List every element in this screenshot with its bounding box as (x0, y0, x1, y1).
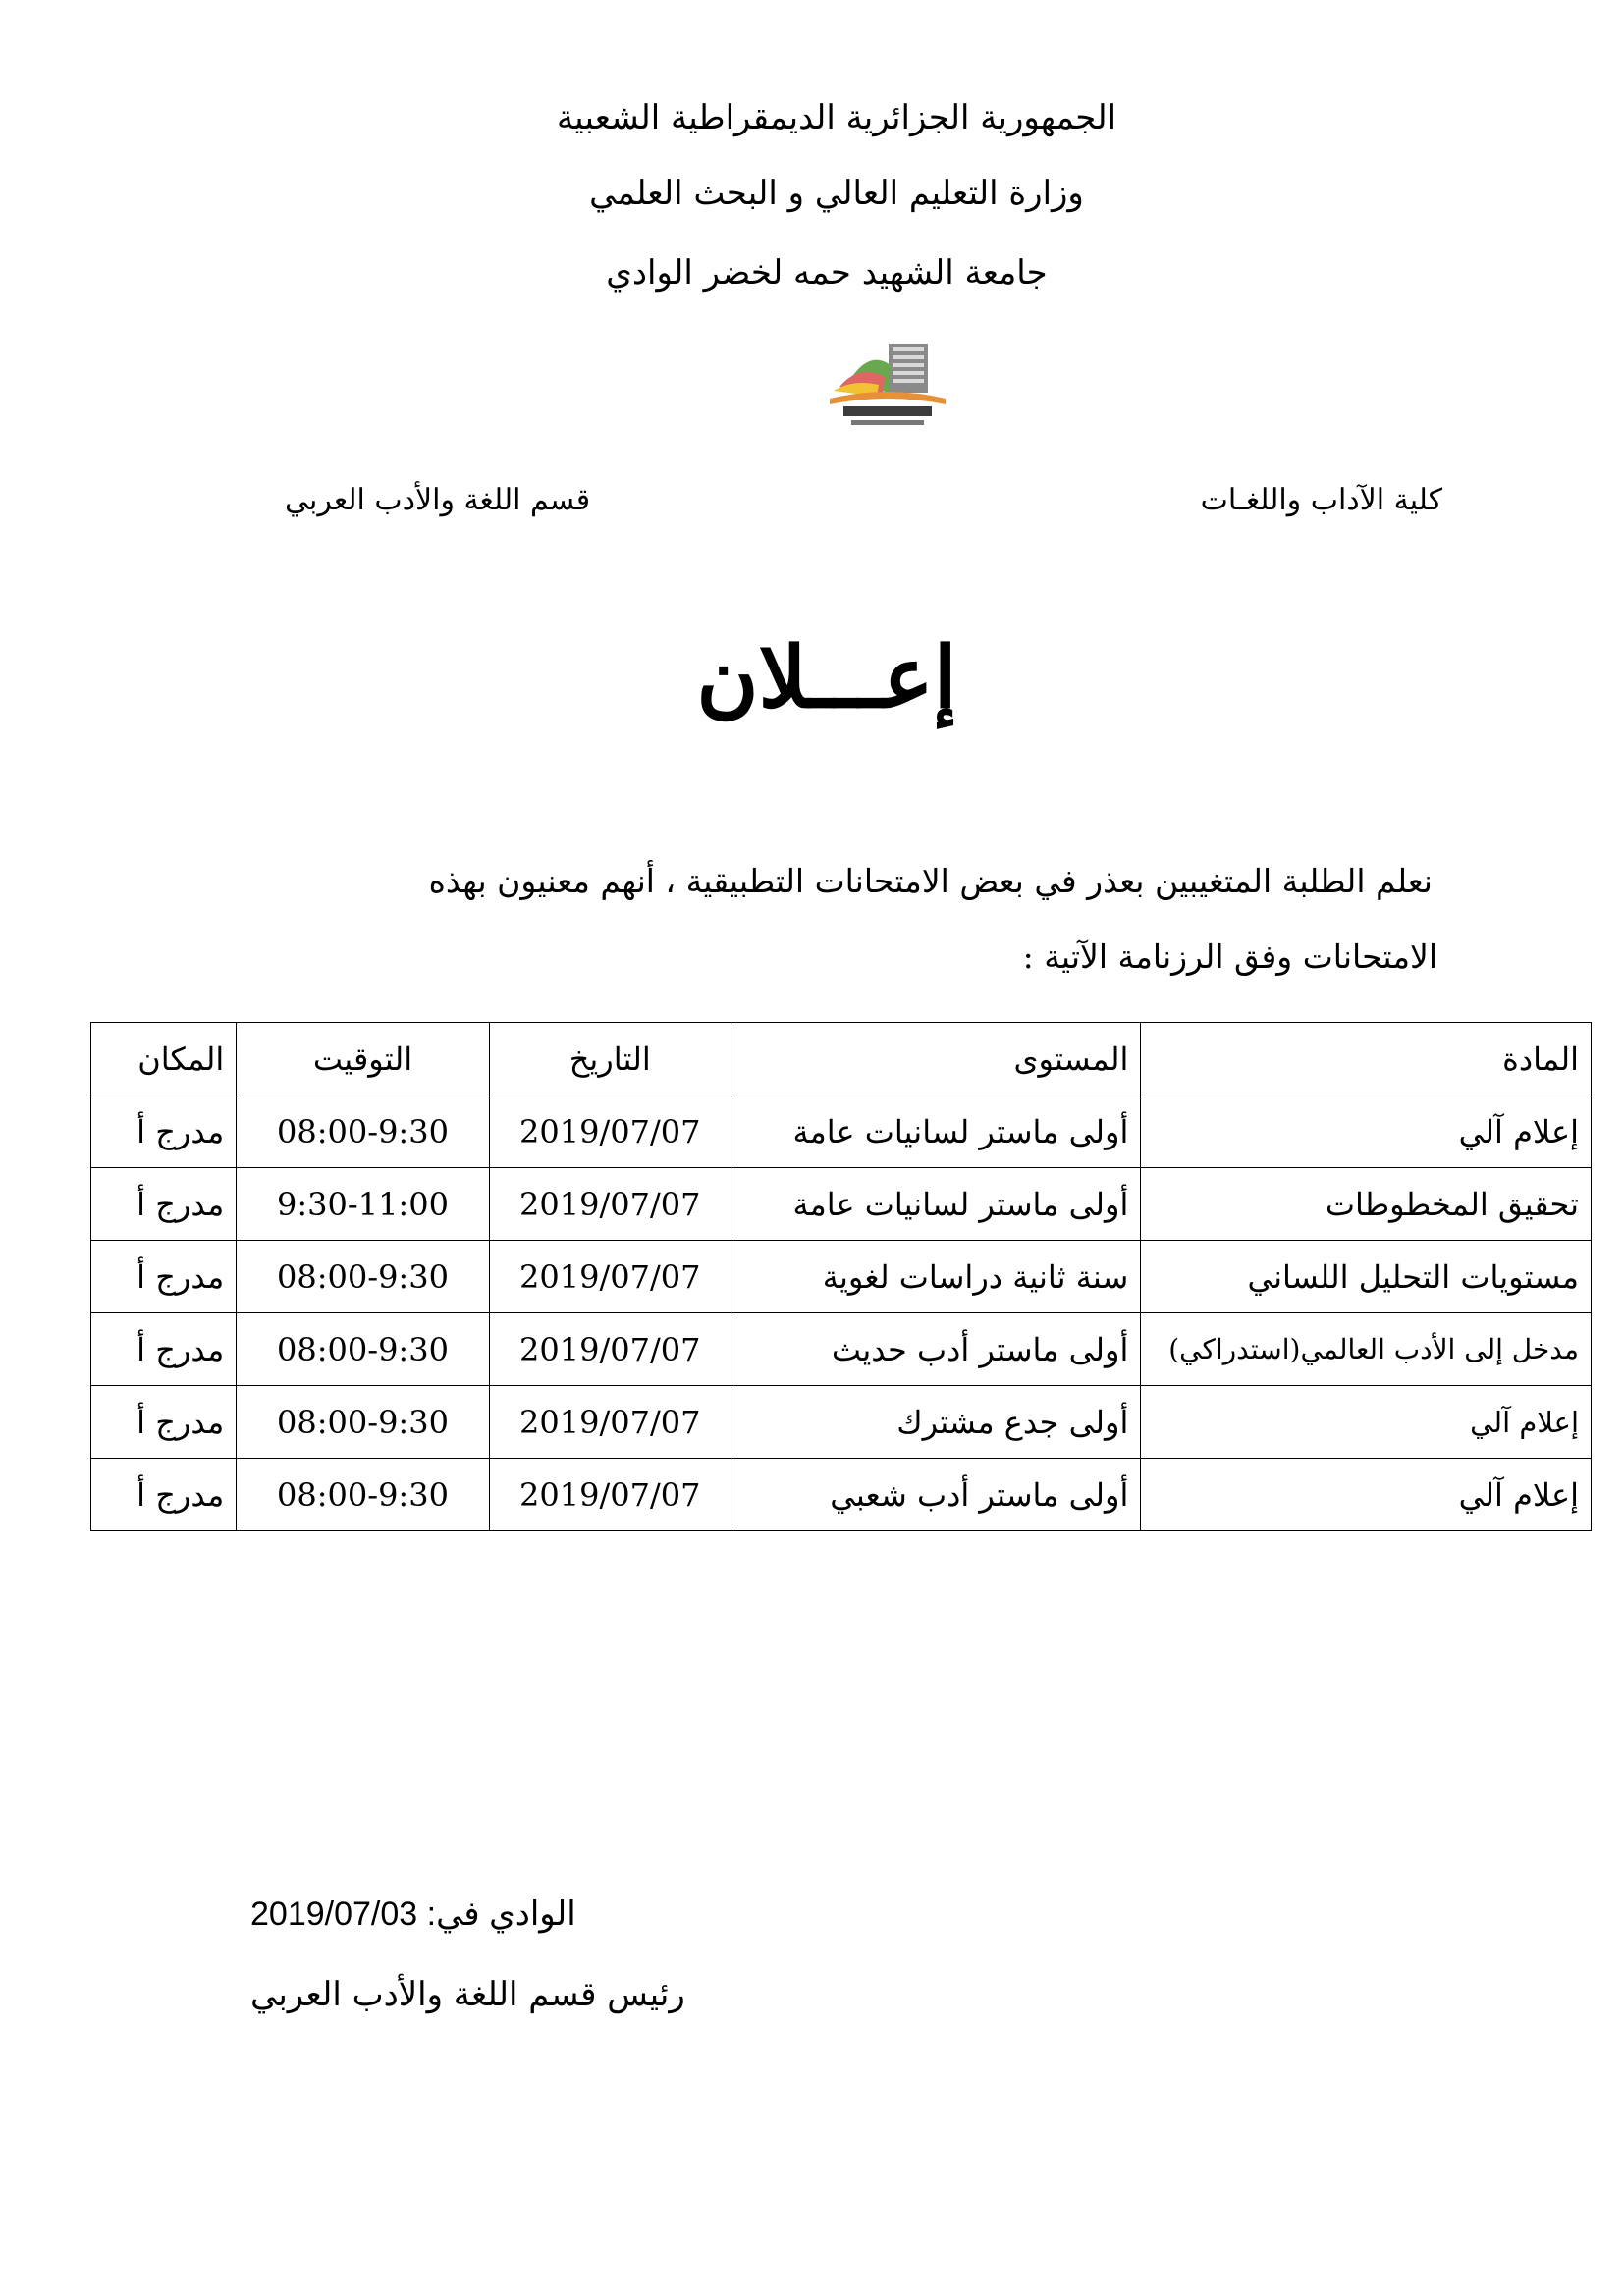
cell-subject: إعلام آلي (1141, 1095, 1592, 1168)
cell-level: أولى ماستر أدب شعبي (731, 1459, 1141, 1531)
cell-place: مدرج أ (91, 1168, 237, 1241)
cell-time: 08:00-9:30 (237, 1386, 489, 1459)
cell-date: 2019/07/07 (489, 1241, 731, 1313)
cell-time: 08:00-9:30 (237, 1313, 489, 1386)
header-university: جامعة الشهيد حمه لخضر الوادي (606, 253, 1048, 293)
table-row (91, 1095, 1592, 1168)
cell-subject: مستويات التحليل اللساني (1141, 1241, 1592, 1313)
cell-level: أولى جدع مشترك (731, 1386, 1141, 1459)
faculty-name: كلية الآداب واللغـات (1200, 483, 1442, 517)
cell-date: 2019/07/07 (489, 1313, 731, 1386)
intro-line-1: نعلم الطلبة المتغيبين بعذر في بعض الامتحانات التطبيقية ، أنهم معنيون بهذه (428, 862, 1433, 900)
header-ministry: وزارة التعليم العالي و البحث العلمي (589, 174, 1084, 213)
cell-place: مدرج أ (91, 1241, 237, 1313)
cell-date: 2019/07/07 (489, 1095, 731, 1168)
table-row (91, 1313, 1592, 1386)
cell-subject: مدخل إلى الأدب العالمي(استدراكي) (1141, 1313, 1592, 1386)
table-row (91, 1241, 1592, 1313)
university-logo-icon (830, 342, 946, 430)
header-date: التاريخ (489, 1023, 731, 1095)
cell-place: مدرج أ (91, 1313, 237, 1386)
department-name: قسم اللغة والأدب العربي (285, 483, 591, 517)
exam-schedule-table (90, 1022, 1592, 1531)
cell-time: 9:30-11:00 (237, 1168, 489, 1241)
table-row (91, 1168, 1592, 1241)
signature-title: رئيس قسم اللغة والأدب العربي (250, 1975, 685, 2014)
table-row (91, 1386, 1592, 1459)
cell-date: 2019/07/07 (489, 1386, 731, 1459)
intro-line-2: الامتحانات وفق الرزنامة الآتية : (1022, 937, 1437, 976)
cell-level: سنة ثانية دراسات لغوية (731, 1241, 1141, 1313)
cell-subject: إعلام آلي (1141, 1386, 1592, 1459)
header-country: الجمهورية الجزائرية الديمقراطية الشعبية (556, 98, 1117, 137)
header-subject: المادة (1141, 1023, 1592, 1095)
cell-time: 08:00-9:30 (237, 1241, 489, 1313)
cell-place: مدرج أ (91, 1459, 237, 1531)
header-level: المستوى (731, 1023, 1141, 1095)
table-row (91, 1459, 1592, 1531)
cell-place: مدرج أ (91, 1386, 237, 1459)
announcement-title: إعـــلان (696, 628, 957, 727)
cell-level: أولى ماستر لسانيات عامة (731, 1168, 1141, 1241)
signature-date: الوادي في: 2019/07/03 (250, 1896, 576, 1933)
cell-level: أولى ماستر لسانيات عامة (731, 1095, 1141, 1168)
header-place: المكان (91, 1023, 237, 1095)
cell-date: 2019/07/07 (489, 1168, 731, 1241)
cell-subject: إعلام آلي (1141, 1459, 1592, 1531)
table-header-row (91, 1023, 1592, 1095)
cell-level: أولى ماستر أدب حديث (731, 1313, 1141, 1386)
cell-time: 08:00-9:30 (237, 1459, 489, 1531)
cell-subject: تحقيق المخطوطات (1141, 1168, 1592, 1241)
cell-place: مدرج أ (91, 1095, 237, 1168)
cell-time: 08:00-9:30 (237, 1095, 489, 1168)
cell-date: 2019/07/07 (489, 1459, 731, 1531)
header-time: التوقيت (237, 1023, 489, 1095)
